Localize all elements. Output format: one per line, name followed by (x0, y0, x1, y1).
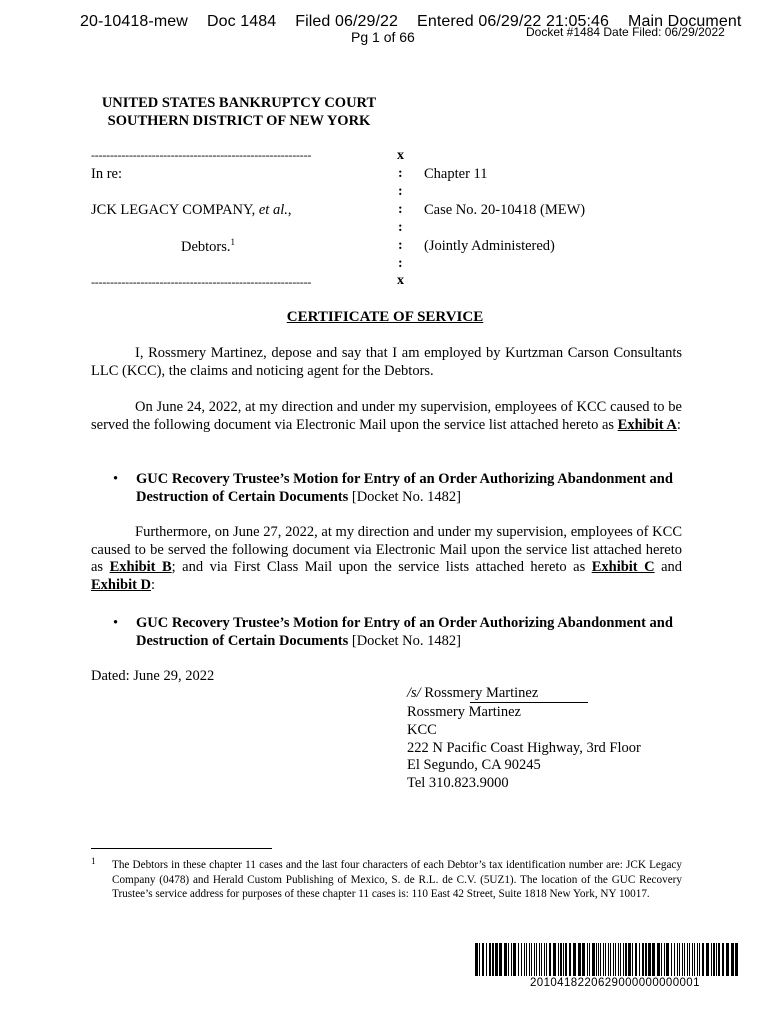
paragraph-declarant: I, Rossmery Martinez, depose and say that I am employed by Kurtzman Carson Consultants LLC (KCC), the claims and noticing agent for the Debtors. (91, 345, 682, 379)
barcode-image (475, 943, 738, 976)
barcode-bar (589, 943, 590, 976)
signer-address-line-1: 222 N Pacific Coast Highway, 3rd Floor (407, 740, 641, 756)
exhibit-a-ref: Exhibit A (617, 416, 677, 433)
barcode-bar (711, 943, 712, 976)
barcode-bar (632, 943, 633, 976)
barcode-bar (716, 943, 717, 976)
barcode-bar (578, 943, 581, 976)
paragraph-service-june-24: On June 24, 2022, at my direction and under my supervision, employees of KCC caused to be served the following document via Electronic Mail upon the service list attached hereto as Exhibit A: (91, 399, 682, 433)
caption-in-re: In re: (91, 166, 122, 182)
barcode-bar (639, 943, 640, 976)
barcode-bar (486, 943, 487, 976)
barcode-bar (718, 943, 720, 976)
footnote-reference: 1 (230, 237, 236, 247)
barcode-bar (648, 943, 651, 976)
court-district: SOUTHERN DISTRICT OF NEW YORK (107, 113, 371, 129)
barcode-bar (664, 943, 665, 976)
barcode-bar (582, 943, 585, 976)
header-main-document: Main Document (628, 13, 742, 30)
exhibit-b-ref: Exhibit B (109, 559, 172, 575)
docket-stamp: Docket #1484 Date Filed: 06/29/2022 (526, 25, 725, 39)
barcode-bar (666, 943, 669, 976)
barcode-bar (608, 943, 609, 976)
barcode-bar (511, 943, 512, 976)
barcode-bar (731, 943, 734, 976)
caption-colon: : (398, 238, 403, 253)
barcode-bar (563, 943, 564, 976)
barcode-bar (679, 943, 680, 976)
barcode-bar (546, 943, 547, 976)
signer-address-line-2: El Segundo, CA 90245 (407, 757, 541, 773)
served-document-2: • GUC Recovery Trustee’s Motion for Entry of an Order Authorizing Abandonment and Destruction of Certain Documents [Docket No. 1482] (113, 615, 673, 649)
barcode-bar (513, 943, 516, 976)
header-case-number: 20-10418-mew (80, 13, 188, 30)
barcode-bar (713, 943, 715, 976)
signer-name: Rossmery Martinez (407, 704, 521, 720)
caption-jointly-administered: (Jointly Administered) (424, 238, 555, 254)
signature-line: /s/ Rossmery Martinez (407, 685, 539, 701)
barcode-bar (518, 943, 519, 976)
document-title: CERTIFICATE OF SERVICE (286, 309, 484, 325)
barcode-bar (692, 943, 693, 976)
barcode-bar (689, 943, 690, 976)
barcode-bar (645, 943, 647, 976)
barcode-bar (524, 943, 525, 976)
caption-colon: : (398, 256, 403, 271)
signer-company: KCC (407, 722, 437, 738)
barcode-bar (615, 943, 616, 976)
barcode-bar (722, 943, 724, 976)
barcode-bar (549, 943, 551, 976)
caption-colon: : (398, 166, 403, 181)
caption-chapter: Chapter 11 (424, 166, 488, 182)
caption-debtors-label: Debtors.$^1$ (181, 237, 236, 255)
barcode-bar (697, 943, 698, 976)
barcode-bar (475, 943, 478, 976)
barcode-bar (526, 943, 527, 976)
header-doc-number: Doc 1484 (206, 13, 277, 30)
barcode-bar (596, 943, 597, 976)
barcode-bar (628, 943, 631, 976)
barcode-bar (610, 943, 611, 976)
caption-colon: : (398, 184, 403, 199)
barcode-bar (625, 943, 627, 976)
footnote-text: The Debtors in these chapter 11 cases and the last four characters of each Debtor’s tax identification number are: JCK Legacy Company (0478) and Herald Custom Publishing of Mexico, S. de R.L. de C.V. (5UZ1). The location of the GUC Recovery Trustee’s service address for purposes of these chapter 11 cases is: 110 East 42 Street, Suite 1818 New York, NY 10017. (112, 859, 682, 900)
barcode-bar (560, 943, 562, 976)
barcode-bar (699, 943, 700, 976)
caption-colon: : (398, 202, 403, 217)
paragraph-service-june-27: Furthermore, on June 27, 2022, at my direction and under my supervision, employees of KCC caused to be served the following document via Electronic Mail upon the service list attached hereto as Exhibit B; and via First Class Mail upon the service lists attached hereto as Exhibit C and Exhibit D: (91, 524, 683, 593)
barcode-bar (482, 943, 484, 976)
barcode-bar (492, 943, 494, 976)
barcode-bar (534, 943, 535, 976)
bullet-icon: • (113, 615, 119, 631)
barcode-bar (618, 943, 619, 976)
barcode-bar (536, 943, 537, 976)
barcode-bar (682, 943, 683, 976)
barcode-bar (702, 943, 704, 976)
barcode-bar (539, 943, 540, 976)
caption-x-bottom: x (397, 273, 404, 288)
exhibit-d-ref: Exhibit D (91, 576, 152, 593)
caption-colon: : (398, 220, 403, 235)
header-page-number: Pg 1 of 66 (351, 31, 415, 45)
barcode-bar (541, 943, 542, 976)
barcode-bar (657, 943, 660, 976)
barcode-bar (544, 943, 545, 976)
barcode-bar (677, 943, 678, 976)
barcode-bar (499, 943, 502, 976)
caption-case-number: Case No. 20-10418 (MEW) (424, 202, 586, 218)
court-name: UNITED STATES BANKRUPTCY COURT (101, 95, 377, 111)
barcode-bar (605, 943, 606, 976)
barcode-bar (661, 943, 662, 976)
barcode-bar (529, 943, 530, 976)
caption-x-top: x (397, 148, 404, 163)
signature-underline (470, 702, 588, 703)
barcode-bar (635, 943, 637, 976)
barcode-bar (694, 943, 695, 976)
barcode-bar (613, 943, 614, 976)
barcode-bar (735, 943, 738, 976)
barcode-bar (479, 943, 480, 976)
served-document-1: • GUC Recovery Trustee’s Motion for Entry of an Order Authorizing Abandonment and Destruction of Certain Documents [Docket No. 1482] (113, 471, 673, 505)
barcode-bar (553, 943, 556, 976)
barcode-bar (508, 943, 509, 976)
barcode-bar (521, 943, 522, 976)
barcode-bar (642, 943, 644, 976)
barcode-bar (587, 943, 588, 976)
barcode-bar (569, 943, 571, 976)
barcode-bar (558, 943, 559, 976)
barcode-bar (504, 943, 507, 976)
barcode-bar (573, 943, 576, 976)
barcode-bar (531, 943, 532, 976)
barcode-bar (674, 943, 675, 976)
bullet-icon: • (113, 471, 119, 487)
barcode-bar (623, 943, 624, 976)
exhibit-c-ref: Exhibit C (591, 559, 655, 575)
barcode-bar (684, 943, 685, 976)
barcode-bar (600, 943, 601, 976)
footnote-divider (91, 848, 272, 849)
header-filed-date: Filed 06/29/22 (295, 13, 399, 30)
caption-bottom-rule: ---------------------------------------------------------- (91, 275, 312, 289)
barcode-bar (671, 943, 672, 976)
header-entered-date: Entered 06/29/22 21:05:46 (417, 13, 610, 30)
footnote-number: 1 (91, 856, 96, 866)
signer-telephone: Tel 310.823.9000 (407, 775, 509, 791)
caption-debtor-name: JCK LEGACY COMPANY, et al., (91, 202, 292, 218)
barcode-bar (592, 943, 595, 976)
barcode-bar (495, 943, 498, 976)
barcode-bar (565, 943, 567, 976)
barcode-bar (687, 943, 688, 976)
dated-line: Dated: June 29, 2022 (91, 668, 215, 684)
barcode-bar (726, 943, 729, 976)
barcode-bar (652, 943, 655, 976)
barcode-number: 2010418220629000000000001 (530, 977, 700, 989)
barcode-bar (603, 943, 604, 976)
barcode-bar (489, 943, 491, 976)
barcode-bar (598, 943, 599, 976)
caption-top-rule: ---------------------------------------------------------- (91, 148, 312, 162)
barcode-bar (706, 943, 709, 976)
barcode-bar (620, 943, 621, 976)
